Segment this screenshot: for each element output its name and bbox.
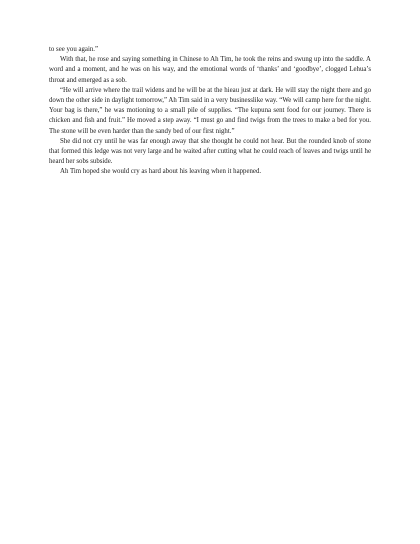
paragraph: Ah Tim hoped she would cry as hard about his leaving when it happened. bbox=[60, 168, 262, 176]
paragraph: to see you again.” bbox=[49, 46, 99, 53]
paragraph: She did not cry until he was far enough away that she thought he could not hear. But the rounded knob of stone that formed this ledge was not very large and he waited after cutting what he could reach of leaves and twigs until he heard her sobs subside. bbox=[49, 137, 371, 166]
body-text bbox=[49, 45, 371, 178]
paragraph: With that, he rose and saying something in Chinese to Ah Tim, he took the reins and swung up into the saddle. A word and a moment, and he was on his way, and the emotional words of ‘thanks’ and ‘goodbye’, clogged Lehua’s throat and emerged as a sob. bbox=[49, 56, 371, 84]
paragraph: “He will arrive where the trail widens and he will be at the hieau just at dark. He will stay the night there and go down the other side in daylight tomorrow,” Ah Tim said in a very businesslike way. “We will camp here for the night. Your bag is there,” he was motioning to a small pile of supplies. “The kupuna sent food for our journey. There is chicken and fish and fruit.” He moved a step away. “I must go and find twigs from the trees to make a bed for you. The stone will be even harder than the sandy bed of our first night.” bbox=[49, 86, 371, 135]
